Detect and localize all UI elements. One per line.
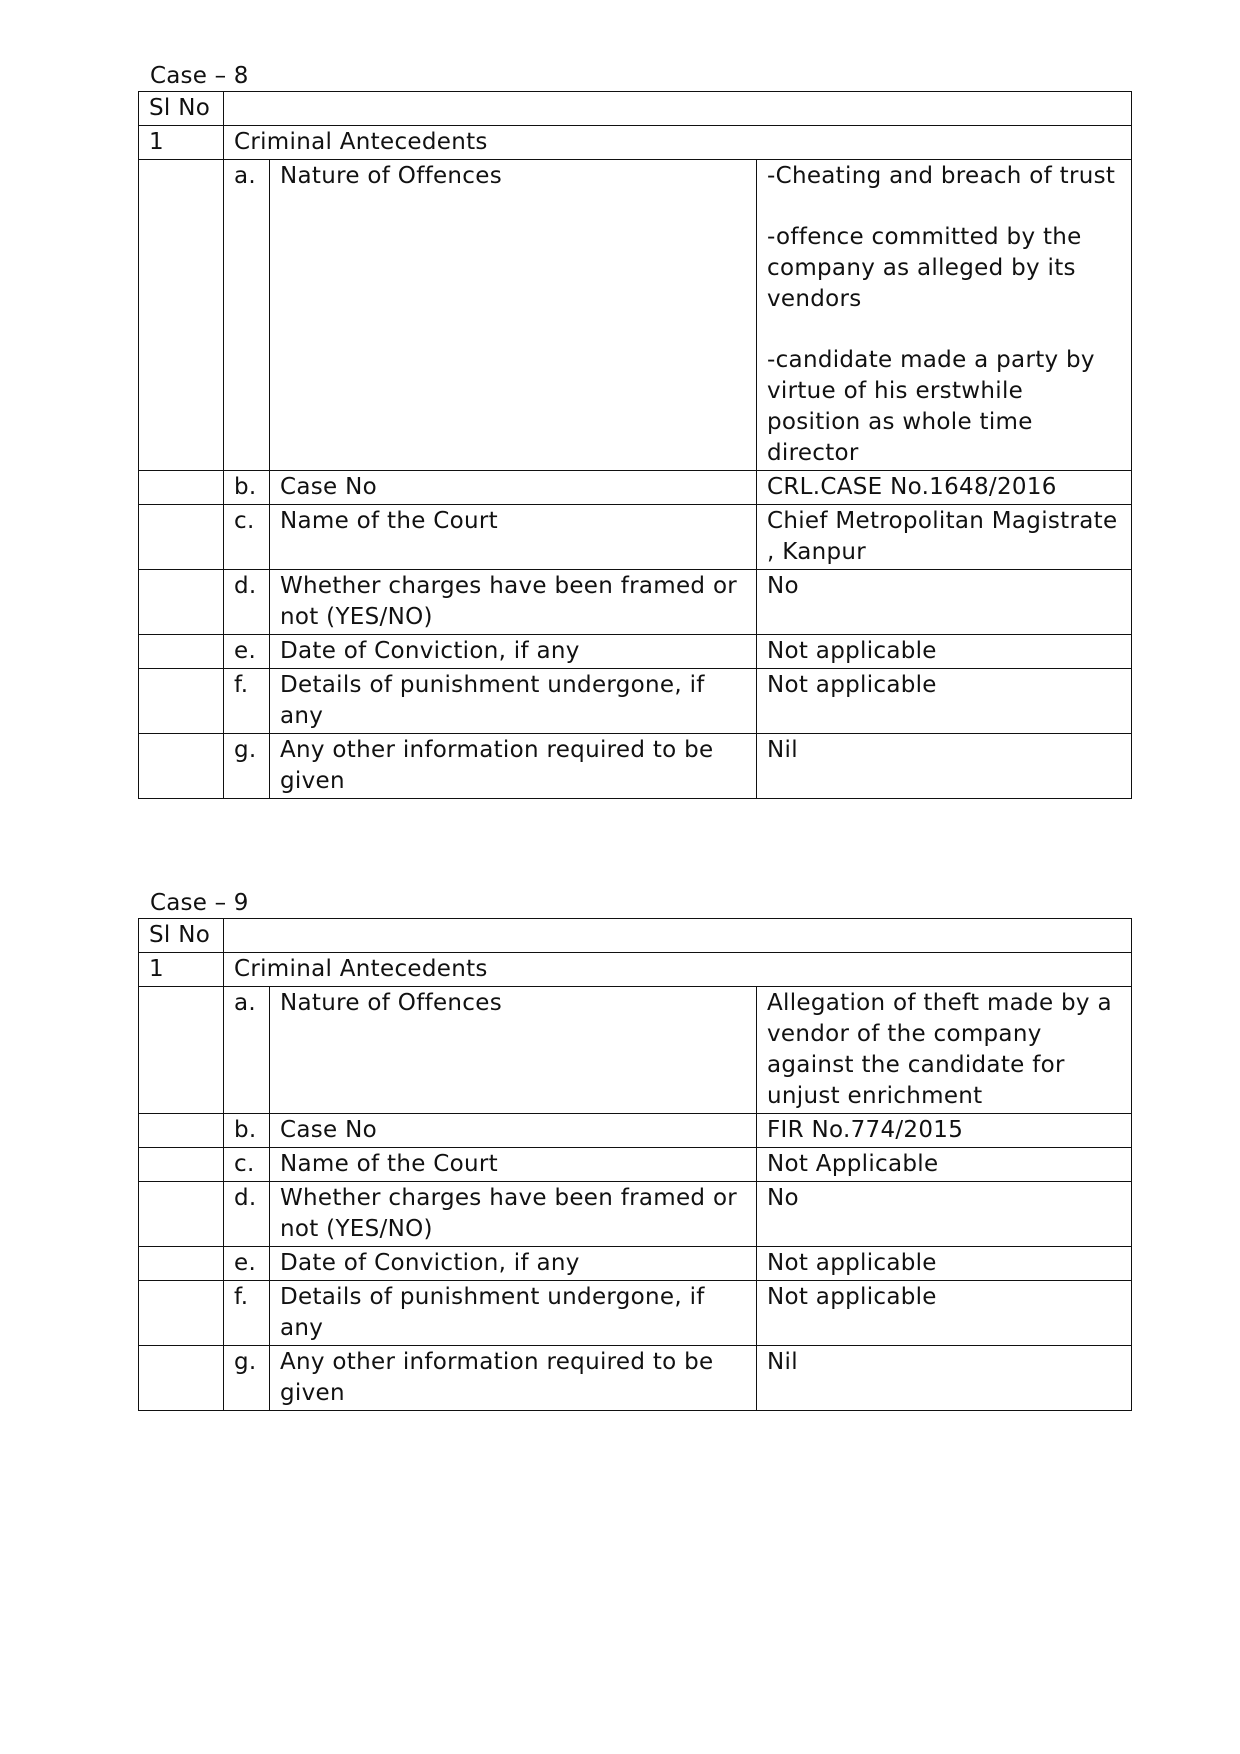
value-paragraph: -offence committed by the company as alleged by its vendors [767, 224, 1082, 312]
row-letter: g. [224, 734, 270, 799]
row-value [757, 635, 1132, 669]
table-row [139, 570, 1132, 635]
value-paragraph: FIR No.774/2015 [767, 1117, 964, 1143]
header-empty-cell [224, 92, 1132, 126]
row-value [757, 160, 1132, 471]
empty-cell [139, 1346, 224, 1411]
row-letter: e. [224, 635, 270, 669]
value-paragraph: Not Applicable [767, 1151, 939, 1177]
row-label: Name of the Court [270, 1148, 757, 1182]
section-row [139, 126, 1132, 160]
row-letter: d. [224, 570, 270, 635]
case-8-block [138, 61, 1131, 799]
row-letter: a. [224, 160, 270, 471]
row-letter: b. [224, 471, 270, 505]
table-row [139, 1247, 1132, 1281]
table-header-row [139, 919, 1132, 953]
value-paragraph: Not applicable [767, 672, 937, 698]
table-row [139, 471, 1132, 505]
row-letter: e. [224, 1247, 270, 1281]
table-row [139, 505, 1132, 570]
table-row [139, 635, 1132, 669]
value-paragraph: Nil [767, 737, 798, 763]
table-row [139, 1346, 1132, 1411]
value-paragraph: Chief Metropolitan Magistrate , Kanpur [767, 508, 1118, 565]
sl-number: 1 [139, 126, 224, 160]
row-value [757, 570, 1132, 635]
table-row [139, 669, 1132, 734]
value-paragraph: No [767, 1185, 799, 1211]
row-value [757, 734, 1132, 799]
empty-cell [139, 1182, 224, 1247]
table-row [139, 1114, 1132, 1148]
row-label: Whether charges have been framed or not (YES/NO) [270, 1182, 757, 1247]
table-row [139, 1182, 1132, 1247]
empty-cell [139, 1281, 224, 1346]
row-label: Details of punishment undergone, if any [270, 1281, 757, 1346]
empty-cell [139, 1114, 224, 1148]
row-value [757, 987, 1132, 1114]
case-table [138, 91, 1132, 799]
row-value [757, 1346, 1132, 1411]
row-label: Whether charges have been framed or not (YES/NO) [270, 570, 757, 635]
row-letter: b. [224, 1114, 270, 1148]
row-value [757, 1114, 1132, 1148]
row-letter: c. [224, 505, 270, 570]
row-value [757, 1182, 1132, 1247]
row-value [757, 1281, 1132, 1346]
table-row [139, 160, 1132, 471]
value-paragraph: Not applicable [767, 1284, 937, 1310]
empty-cell [139, 160, 224, 471]
value-paragraph: -Cheating and breach of trust [767, 163, 1116, 189]
empty-cell [139, 669, 224, 734]
row-letter: d. [224, 1182, 270, 1247]
empty-cell [139, 505, 224, 570]
case-table [138, 918, 1132, 1411]
sl-number: 1 [139, 953, 224, 987]
row-label: Any other information required to be given [270, 734, 757, 799]
table-row [139, 1148, 1132, 1182]
value-paragraph: Not applicable [767, 1250, 937, 1276]
row-letter: f. [224, 1281, 270, 1346]
row-value [757, 1247, 1132, 1281]
case-title: Case – 9 [150, 890, 249, 916]
row-letter: c. [224, 1148, 270, 1182]
row-value [757, 471, 1132, 505]
empty-cell [139, 635, 224, 669]
table-header-row [139, 92, 1132, 126]
section-row [139, 953, 1132, 987]
row-letter: g. [224, 1346, 270, 1411]
table-row [139, 987, 1132, 1114]
sl-no-header: Sl No [139, 919, 224, 953]
row-label: Any other information required to be given [270, 1346, 757, 1411]
value-paragraph: Nil [767, 1349, 798, 1375]
empty-cell [139, 570, 224, 635]
case-title: Case – 8 [150, 63, 249, 89]
value-paragraph: CRL.CASE No.1648/2016 [767, 474, 1057, 500]
row-label: Details of punishment undergone, if any [270, 669, 757, 734]
value-paragraph: -candidate made a party by virtue of his erstwhile position as whole time director [767, 347, 1095, 466]
row-value [757, 505, 1132, 570]
empty-cell [139, 734, 224, 799]
row-value [757, 669, 1132, 734]
row-letter: f. [224, 669, 270, 734]
row-label: Name of the Court [270, 505, 757, 570]
empty-cell [139, 1247, 224, 1281]
value-paragraph: Allegation of theft made by a vendor of the company against the candidate for unjust enrichment [767, 990, 1112, 1109]
row-label: Case No [270, 1114, 757, 1148]
table-row [139, 1281, 1132, 1346]
header-empty-cell [224, 919, 1132, 953]
empty-cell [139, 1148, 224, 1182]
row-label: Case No [270, 471, 757, 505]
row-letter: a. [224, 987, 270, 1114]
section-title: Criminal Antecedents [224, 126, 1132, 160]
row-label: Date of Conviction, if any [270, 1247, 757, 1281]
row-label: Date of Conviction, if any [270, 635, 757, 669]
table-row [139, 734, 1132, 799]
row-label: Nature of Offences [270, 987, 757, 1114]
empty-cell [139, 987, 224, 1114]
row-label: Nature of Offences [270, 160, 757, 471]
empty-cell [139, 471, 224, 505]
row-value [757, 1148, 1132, 1182]
value-paragraph: No [767, 573, 799, 599]
case-9-block [138, 888, 1131, 1411]
sl-no-header: Sl No [139, 92, 224, 126]
section-title: Criminal Antecedents [224, 953, 1132, 987]
value-paragraph: Not applicable [767, 638, 937, 664]
